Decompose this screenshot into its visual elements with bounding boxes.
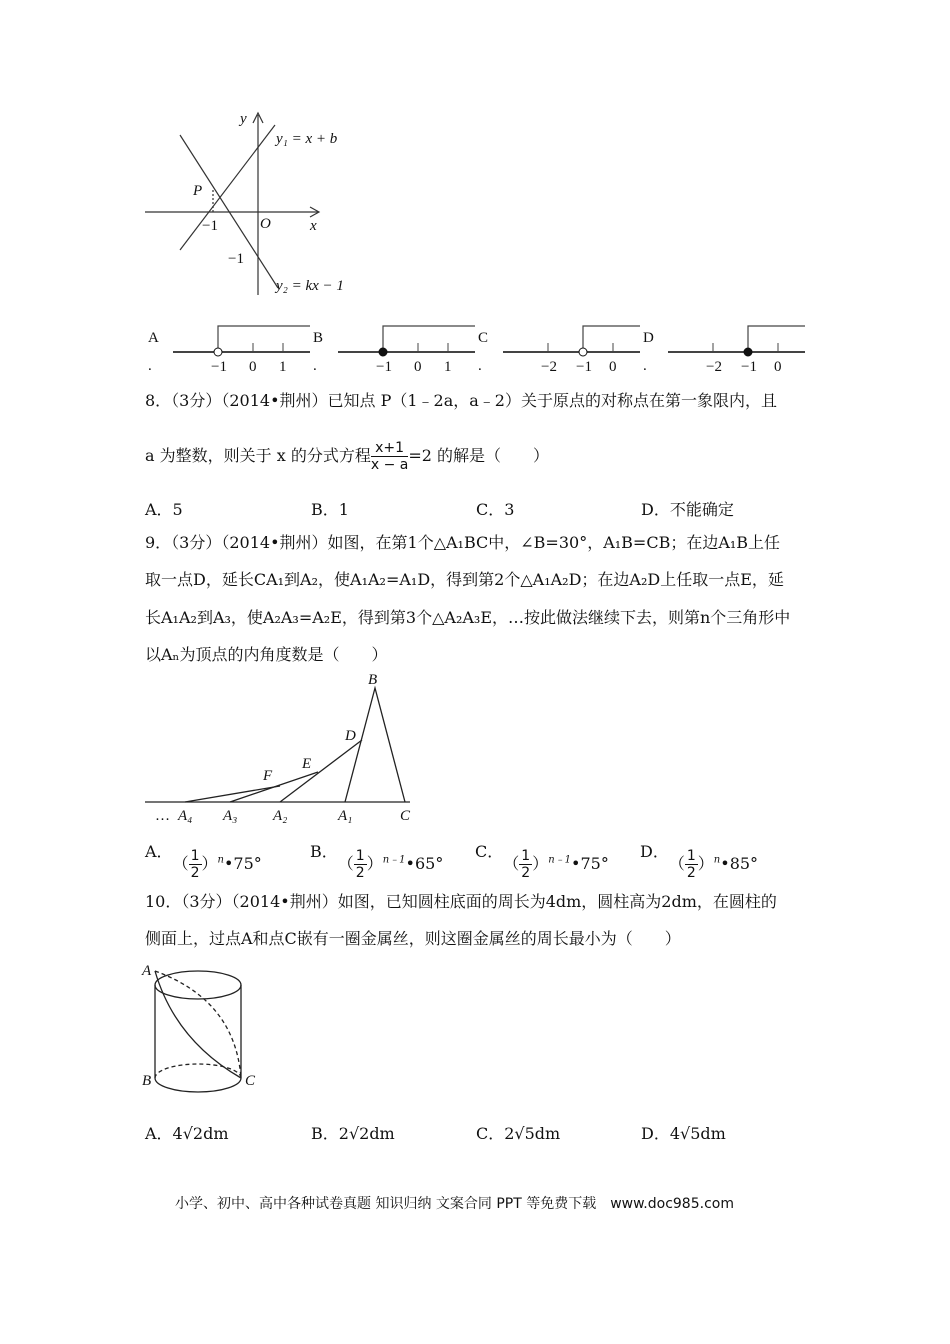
- q8-option-d[interactable]: D．不能确定: [641, 500, 734, 519]
- option-letter: B: [313, 330, 324, 346]
- label-b: B: [368, 672, 378, 688]
- svg-text:.: .: [643, 358, 647, 374]
- tick-label: 0: [774, 359, 782, 375]
- filled-dot-icon: [744, 348, 752, 356]
- exponent: n: [713, 854, 721, 866]
- tick-label: 1: [279, 359, 287, 375]
- line-y2-label: y₂ = kx − 1: [276, 278, 344, 294]
- label-b: B: [142, 1073, 152, 1089]
- frac-den: 2: [686, 865, 696, 881]
- cylinder-figure: [155, 971, 241, 1092]
- solution-bracket: [583, 326, 640, 352]
- exponent: n﹣1: [548, 854, 572, 866]
- q9-option-a[interactable]: A．（ $\frac{1}{2}$ ）$^n$•75°: [145, 842, 262, 881]
- label-c: C: [245, 1073, 256, 1089]
- q9-line4: 以Aₙ为顶点的内角度数是（ ）: [145, 645, 388, 664]
- frac-num: 1: [521, 848, 531, 864]
- number-line-options: [148, 326, 805, 375]
- exponent: n: [217, 854, 224, 866]
- q8-text: a 为整数，则关于 x 的分式方程: [145, 446, 371, 465]
- q9-line1: 9．（3分）（2014•荆州）如图，在第1个△A₁BC中，∠B=30°，A₁B=CB；在边A₁B上任: [145, 533, 781, 552]
- q10-option-d[interactable]: D．4√5dm: [641, 1124, 726, 1143]
- frac-num: 1: [355, 848, 365, 864]
- option-letter: B．: [310, 842, 338, 861]
- label-a4: A₄: [178, 808, 193, 824]
- triangle-figure: [145, 688, 410, 802]
- tick-label: 0: [414, 359, 422, 375]
- q10-option-b[interactable]: B．2√2dm: [311, 1124, 395, 1143]
- option-value: •85°: [720, 854, 759, 873]
- tick-label: 0: [609, 359, 617, 375]
- x-neg1-label: −1: [202, 218, 218, 234]
- q8-option-a[interactable]: A．5: [145, 500, 183, 519]
- solution-bracket: [748, 326, 805, 352]
- filled-dot-icon: [379, 348, 387, 356]
- option-value: •75°: [571, 854, 609, 873]
- q9-option-d[interactable]: D．（ $\frac{1}{2}$ ）$^n$•85°: [640, 842, 759, 881]
- label-a3: A₃: [223, 808, 238, 824]
- q10-line2: 侧面上，过点A和点C嵌有一圈金属丝，则这圈金属丝的周长最小为（ ）: [145, 929, 681, 948]
- label-e: E: [302, 756, 312, 772]
- half-fraction: [519, 848, 532, 881]
- label-a1: A₁: [338, 808, 353, 824]
- q10-line1: 10．（3分）（2014•荆州）如图，已知圆柱底面的周长为4dm，圆柱高为2dm，在圆柱的: [145, 892, 777, 911]
- frac-num: x+1: [371, 440, 409, 457]
- open-dot-icon: [579, 348, 587, 356]
- exponent: n﹣1: [382, 854, 406, 866]
- tick-label: −1: [741, 359, 757, 375]
- svg-text:.: .: [478, 358, 482, 374]
- frac-den: 2: [355, 865, 365, 881]
- number-line-option-b[interactable]: [313, 326, 475, 375]
- half-fraction: [189, 848, 202, 881]
- label-f: F: [263, 768, 273, 784]
- frac-den: 2: [521, 865, 531, 881]
- option-value: •65°: [405, 854, 444, 873]
- footer-text: 小学、初中、高中各种试卷真题 知识归纳 文案合同 PPT 等免费下载 www.doc985.com: [175, 1196, 734, 1212]
- q8-option-c[interactable]: C．3: [476, 500, 515, 519]
- option-letter: A: [148, 330, 159, 346]
- tick-label: −2: [706, 359, 722, 375]
- option-letter: C: [478, 330, 489, 346]
- tick-label: −1: [576, 359, 592, 375]
- q8-line1: 8．（3分）（2014•荆州）已知点 P（1﹣2a，a﹣2）关于原点的对称点在第一象限内，且: [145, 391, 777, 410]
- label-dots: …: [155, 808, 170, 824]
- q9-option-c[interactable]: C．（ $\frac{1}{2}$ ）$^{n﹣1}$•75°: [475, 842, 609, 881]
- q9-line3: 长A₁A₂到A₃，使A₂A₃=A₂E，得到第3个△A₂A₃E，…按此做法继续下去，则第n个三角形中: [145, 608, 791, 627]
- number-line-option-d[interactable]: [643, 326, 805, 375]
- q9-option-b[interactable]: B．（ $\frac{1}{2}$ ）$^{n﹣1}$•65°: [310, 842, 444, 881]
- label-d: D: [345, 728, 356, 744]
- fraction: [371, 440, 409, 473]
- option-letter: D．: [640, 842, 669, 861]
- number-line-option-a[interactable]: [148, 326, 310, 375]
- line-y1-label: y₁ = x + b: [276, 131, 338, 147]
- point-p-label: P: [193, 183, 203, 199]
- tick-label: −2: [541, 359, 557, 375]
- origin-label: O: [260, 216, 271, 232]
- option-value: •75°: [223, 854, 262, 873]
- tick-label: −1: [376, 359, 392, 375]
- label-c: C: [400, 808, 411, 824]
- frac-den: 2: [190, 865, 200, 881]
- open-dot-icon: [214, 348, 222, 356]
- option-letter: A．: [145, 842, 173, 861]
- q10-option-a[interactable]: A．4√2dm: [145, 1124, 229, 1143]
- option-letter: D: [643, 330, 654, 346]
- frac-num: 1: [686, 848, 696, 864]
- solution-bracket: [218, 326, 310, 352]
- label-a: A: [142, 963, 152, 979]
- tick-label: −1: [211, 359, 227, 375]
- q10-option-c[interactable]: C．2√5dm: [476, 1124, 561, 1143]
- y-axis-label: y: [240, 111, 247, 127]
- q9-line2: 取一点D，延长CA₁到A₂，使A₁A₂=A₁D，得到第2个△A₁A₂D；在边A₂D上任取一点E，延: [145, 570, 784, 589]
- half-fraction: [354, 848, 367, 881]
- tick-label: 1: [444, 359, 452, 375]
- option-letter: C．: [475, 842, 504, 861]
- tick-label: 0: [249, 359, 257, 375]
- q8-line2: [145, 440, 549, 473]
- frac-num: 1: [190, 848, 200, 864]
- number-line-option-c[interactable]: [478, 326, 640, 375]
- q8-option-b[interactable]: B．1: [311, 500, 349, 519]
- solution-bracket: [383, 326, 475, 352]
- svg-text:.: .: [313, 358, 317, 374]
- x-axis-label: x: [310, 218, 317, 234]
- frac-den: x − a: [370, 457, 409, 473]
- label-a2: A₂: [273, 808, 288, 824]
- q8-text-end: =2 的解是（ ）: [408, 446, 550, 465]
- svg-text:.: .: [148, 358, 152, 374]
- half-fraction: [685, 848, 698, 881]
- y-neg1-label: −1: [228, 251, 244, 267]
